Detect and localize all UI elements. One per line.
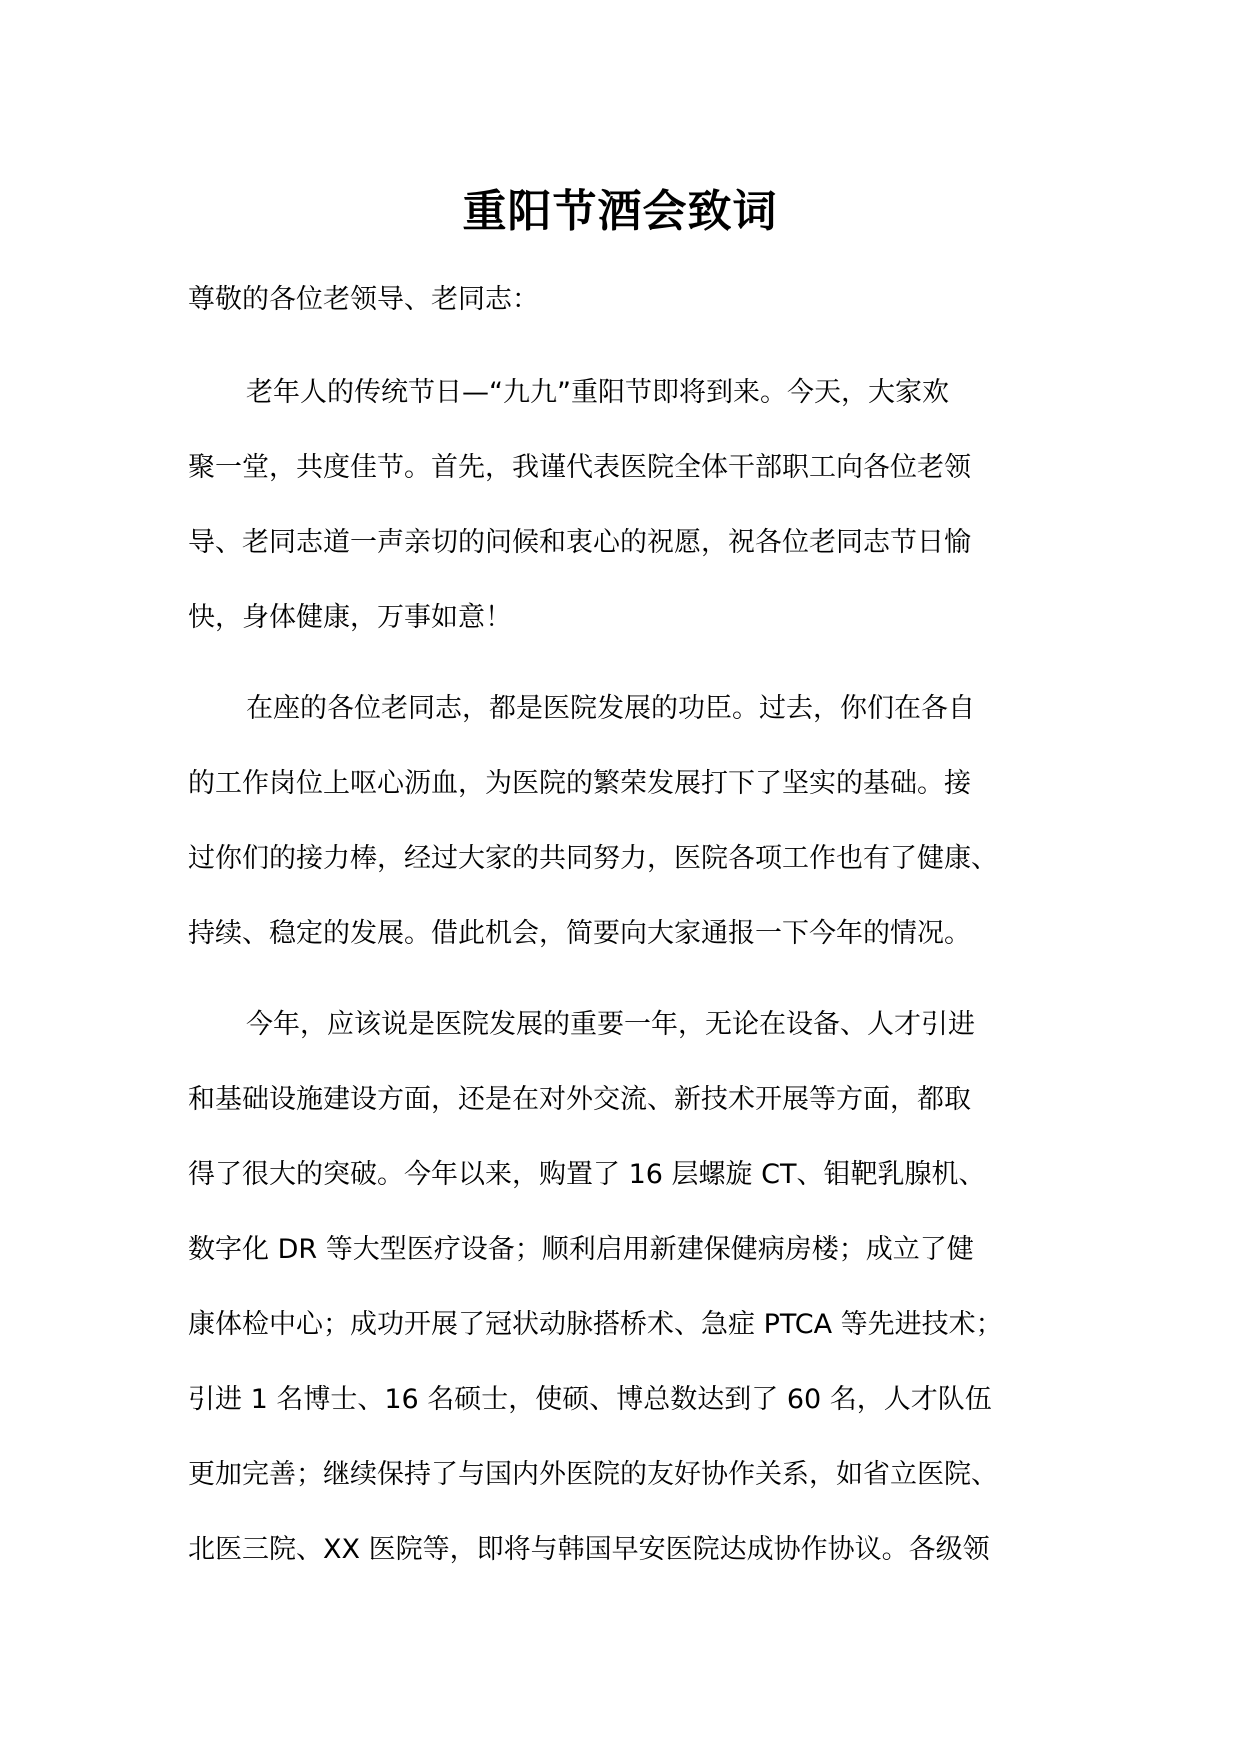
paragraph-line: 康体检中心；成功开展了冠状动脉搭桥术、急症 PTCA 等先进技术； (188, 1309, 1003, 1340)
paragraph-line: 聚一堂，共度佳节。首先，我谨代表医院全体干部职工向各位老领 (188, 452, 971, 483)
paragraph-line: 引进 1 名博士、16 名硕士，使硕、博总数达到了 60 名，人才队伍 (188, 1384, 992, 1415)
paragraph-line: 持续、稳定的发展。借此机会，简要向大家通报一下今年的情况。 (188, 918, 971, 949)
paragraph-line: 过你们的接力棒，经过大家的共同努力，医院各项工作也有了健康、 (188, 843, 998, 874)
paragraph-line: 导、老同志道一声亲切的问候和衷心的祝愿，祝各位老同志节日愉 (188, 527, 971, 558)
paragraph (188, 671, 1088, 971)
paragraph-line: 和基础设施建设方面，还是在对外交流、新技术开展等方面，都取 (188, 1084, 971, 1115)
paragraph-line: 的工作岗位上呕心沥血，为医院的繁荣发展打下了坚实的基础。接 (188, 768, 971, 799)
paragraph-line: 快，身体健康，万事如意！ (188, 602, 512, 633)
salutation: 尊敬的各位老领导、老同志： (188, 284, 539, 315)
paragraph-line: 更加完善；继续保持了与国内外医院的友好协作关系，如省立医院、 (188, 1459, 998, 1490)
paragraph (188, 355, 1088, 655)
document-title: 重阳节酒会致词 (462, 186, 778, 237)
paragraph-line: 老年人的传统节日—“九九”重阳节即将到来。今天，大家欢 (246, 377, 949, 408)
paragraph-line: 北医三院、XX 医院等，即将与韩国早安医院达成协作协议。各级领 (188, 1534, 990, 1565)
paragraph-line: 在座的各位老同志，都是医院发展的功臣。过去，你们在各自 (246, 693, 975, 724)
paragraph-line: 得了很大的突破。今年以来，购置了 16 层螺旋 CT、钼靶乳腺机、 (188, 1159, 986, 1190)
paragraph-line: 今年，应该说是医院发展的重要一年，无论在设备、人才引进 (246, 1009, 975, 1040)
document-body (188, 355, 1088, 1603)
paragraph (188, 987, 1088, 1587)
paragraph-line: 数字化 DR 等大型医疗设备；顺利启用新建保健病房楼；成立了健 (188, 1234, 974, 1265)
